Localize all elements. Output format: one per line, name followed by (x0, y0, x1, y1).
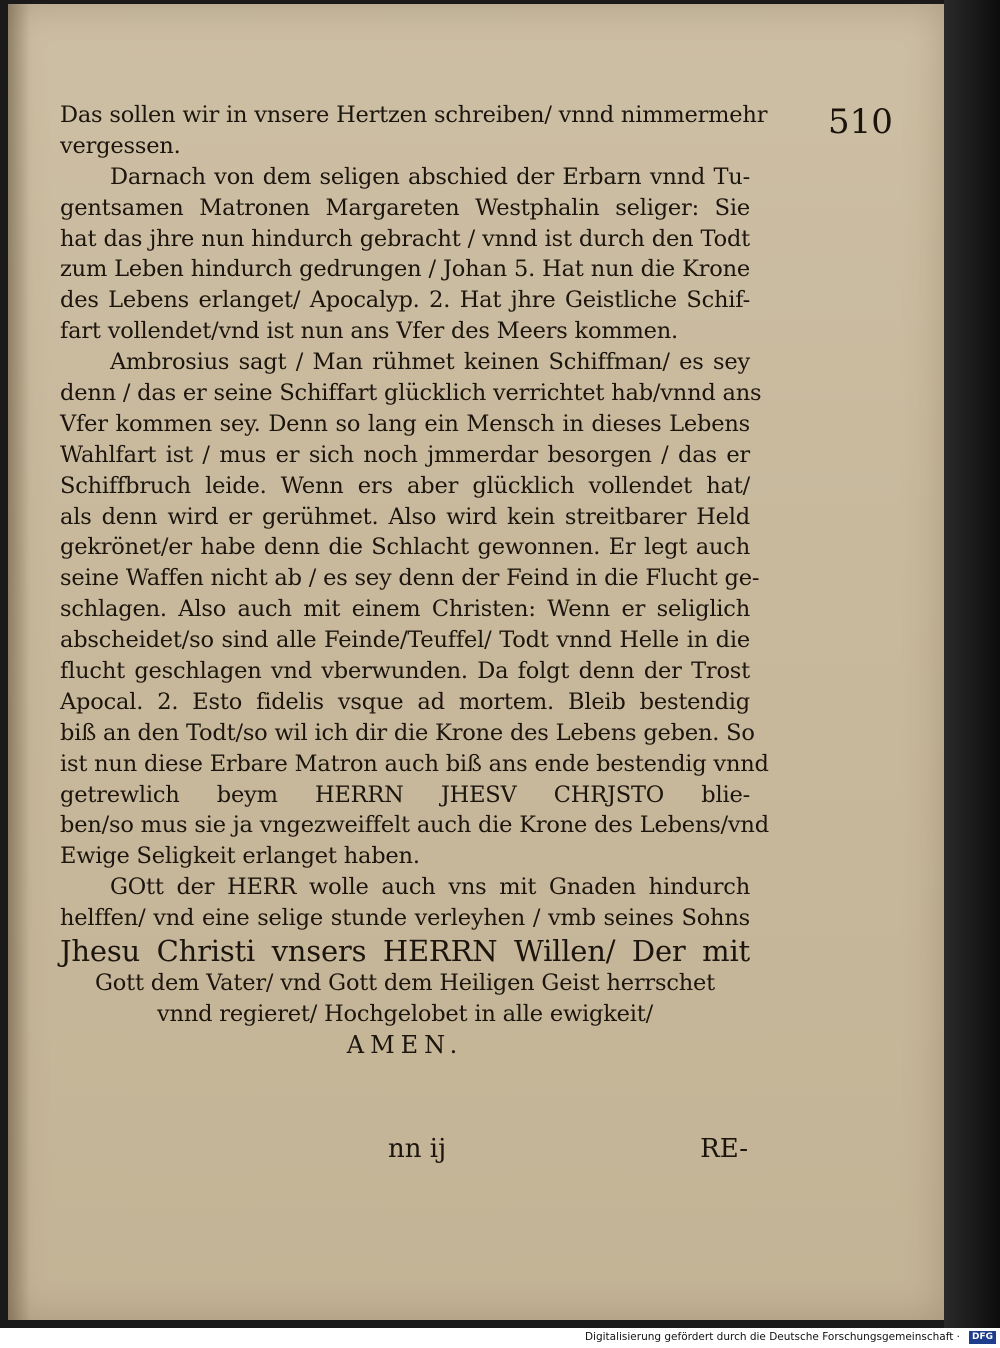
viewer-edge (944, 0, 1000, 1328)
text-line: Das sollen wir in vnsere Hertzen schreiben/ vnnd nimmermehr (60, 102, 768, 128)
text-line: hat das jhre nun hindurch gebracht / vnnd ist durch den Todt (60, 225, 750, 252)
page-number: 510 (828, 102, 893, 142)
text-line: schlagen. Also auch mit einem Christen: Wenn er seliglich (60, 596, 750, 623)
text-line: flucht geschlagen vnd vberwunden. Da folgt denn der Trost (60, 658, 750, 685)
text-line: als denn wird er gerühmet. Also wird kein streitbarer Held (60, 503, 750, 530)
text-line: Ewige Seligkeit erlanget haben. (60, 843, 420, 870)
text-line: seine Waffen nicht ab / es sey denn der Feind in die Flucht ge- (60, 565, 760, 592)
text-line: Ambrosius sagt / Man rühmet keinen Schiffman/ es sey (110, 349, 750, 376)
page-text (60, 100, 769, 1061)
text-line: Jhesu Christi vnsers HERRN Willen/ Der mit (60, 934, 750, 969)
text-line: Wahlfart ist / mus er sich noch jmmerdar besorgen / das er (60, 441, 750, 468)
text-line: getrewlich beym HERRN JHESV CHRJSTO blie- (60, 781, 750, 808)
text-line: vnnd regieret/ Hochgelobet in alle ewigkeit/ (157, 1000, 653, 1027)
text-line: vergessen. (60, 132, 181, 159)
catchword: RE- (700, 1134, 748, 1164)
text-line: Gott dem Vater/ vnd Gott dem Heiligen Geist herrschet (95, 970, 715, 997)
text-line: fart vollendet/vnd ist nun ans Vfer des Meers kommen. (60, 318, 678, 345)
text-line: ben/so mus sie ja vngezweiffelt auch die Krone des Lebens/vnd (60, 812, 769, 839)
dfg-logo-icon: DFG (969, 1331, 996, 1344)
text-line: zum Leben hindurch gedrungen / Johan 5. Hat nun die Krone (60, 256, 750, 283)
footer-bar (0, 1328, 1000, 1348)
signature-mark: nn ij (388, 1134, 447, 1164)
text-line: ist nun diese Erbare Matron auch biß ans ende bestendig vnnd (60, 750, 769, 777)
text-line: denn / das er seine Schiffart glücklich verrichtet hab/vnnd ans (60, 380, 762, 407)
text-line: helffen/ vnd eine selige stunde verleyhen / vmb seines Sohns (60, 905, 750, 932)
text-line: biß an den Todt/so wil ich dir die Krone des Lebens geben. So (60, 719, 755, 746)
text-line: abscheidet/so sind alle Feinde/Teuffel/ Todt vnnd Helle in die (60, 627, 750, 654)
text-line-amen: AMEN. (346, 1030, 464, 1059)
text-line: Vfer kommen sey. Denn so lang ein Mensch in dieses Lebens (60, 410, 750, 437)
text-line: gekrönet/er habe denn die Schlacht gewonnen. Er legt auch (60, 534, 750, 561)
text-line: Schiffbruch leide. Wenn ers aber glücklich vollendet hat/ (60, 472, 750, 499)
text-line: Apocal. 2. Esto fidelis vsque ad mortem. Bleib bestendig (60, 688, 750, 715)
text-line: GOtt der HERR wolle auch vns mit Gnaden hindurch (110, 874, 750, 901)
text-line: gentsamen Matronen Margareten Westphalin seliger: Sie (60, 194, 750, 221)
text-line: Darnach von dem seligen abschied der Erbarn vnnd Tu- (110, 163, 750, 190)
text-line: des Lebens erlanget/ Apocalyp. 2. Hat jhre Geistliche Schif- (60, 287, 750, 314)
funding-note: Digitalisierung gefördert durch die Deutsche Forschungsgemeinschaft · (584, 1331, 960, 1343)
book-page (8, 4, 944, 1320)
